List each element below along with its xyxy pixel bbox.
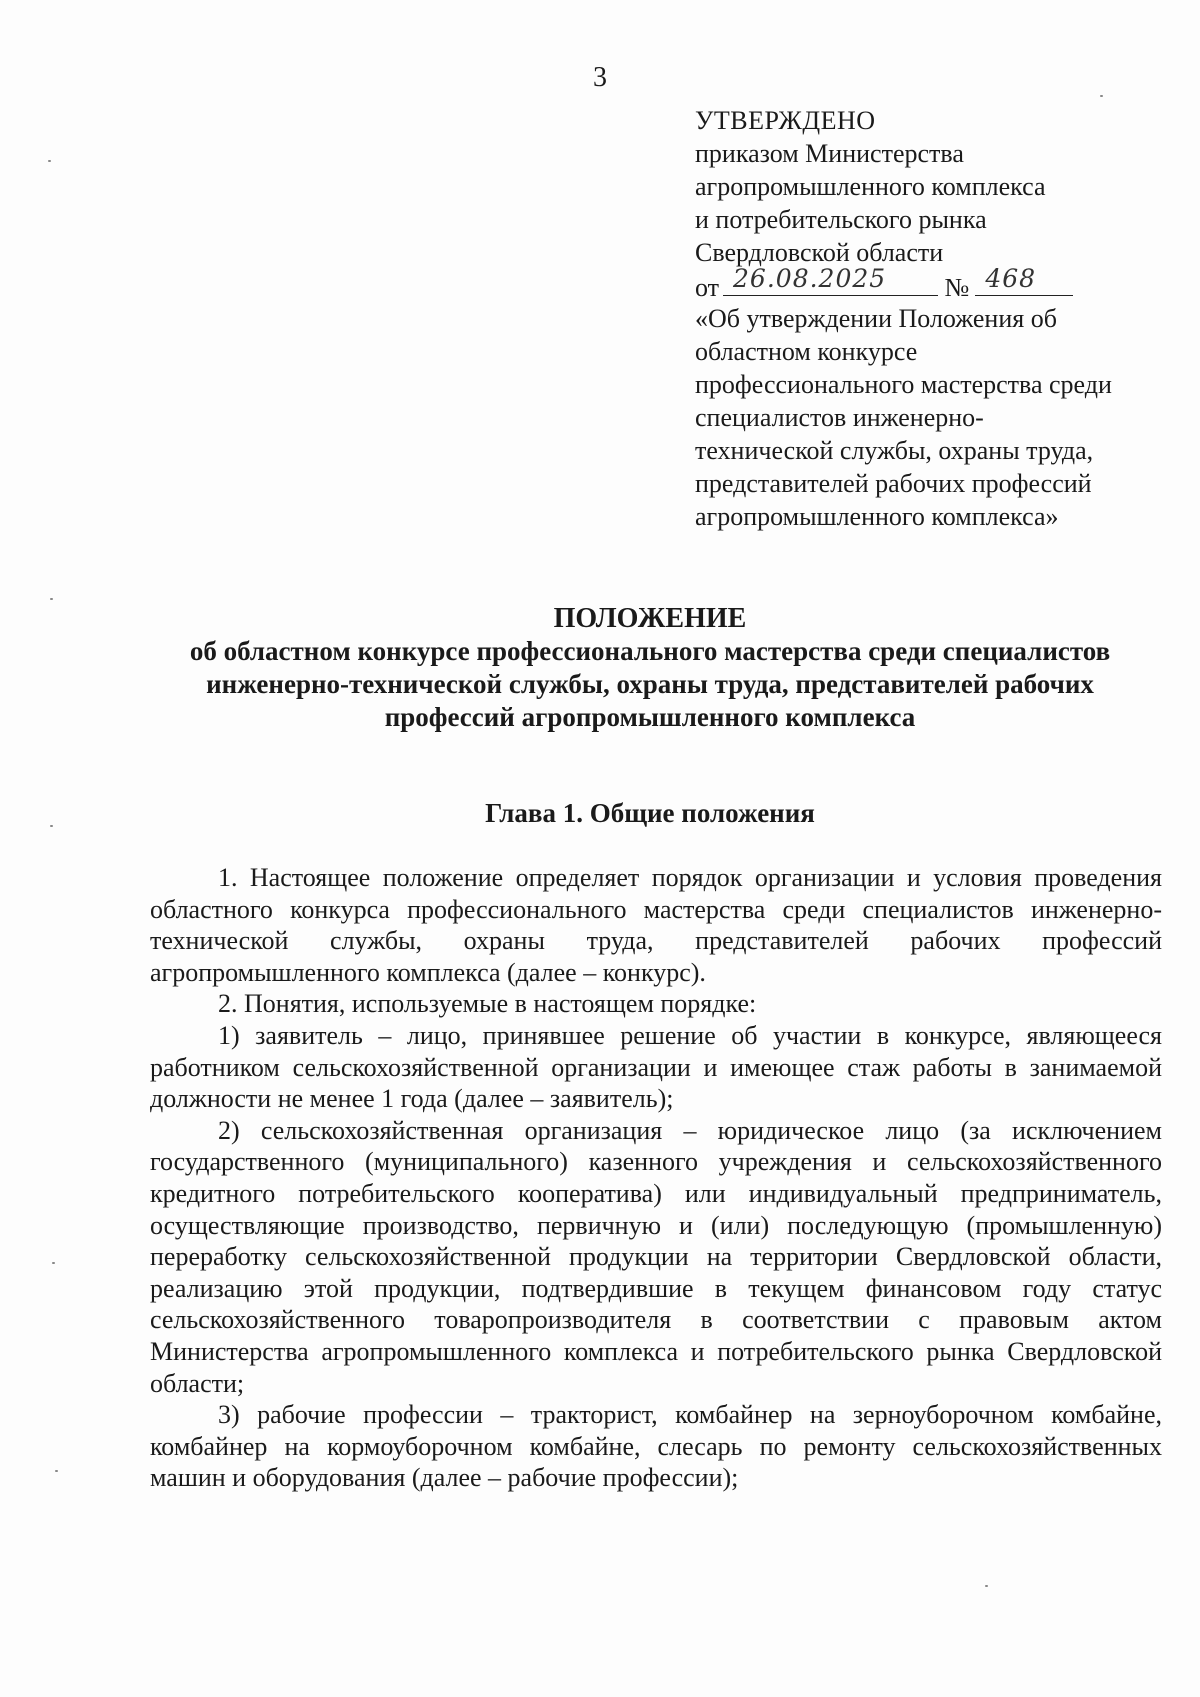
approval-line: и потребительского рынка (695, 205, 987, 234)
subject-line: агропромышленного комплекса» (695, 502, 1059, 531)
scan-speck (52, 1262, 55, 1264)
subject-line: технической службы, охраны труда, (695, 436, 1094, 465)
scan-speck (50, 598, 53, 600)
subject-line: областном конкурсе (695, 337, 918, 366)
page-number: 3 (593, 62, 607, 93)
document-title (140, 602, 1160, 734)
subject-line: профессионального мастерства среди (695, 370, 1112, 399)
scan-speck (55, 1470, 58, 1472)
scan-speck (48, 160, 51, 162)
paragraph: 2) сельскохозяйственная организация – юридическое лицо (за исключением государственного (муниципального) казенного учреждения и сельскохозяйственного кредитного потребительского кооператива) или индивидуальный предприниматель, осуществляющие производство, первичную и (или) последующую (промышленную) переработку сельскохозяйственной продукции на территории Свердловской области, реализацию этой продукции, подтвердившие в текущем финансовом году статус сельскохозяйственного товаропроизводителя в соответствии с правовым актом Министерства агропромышленного комплекса и потребительского рынка Свердловской области; (150, 1115, 1162, 1398)
paragraph: 1) заявитель – лицо, принявшее решение об участии в конкурсе, являющееся работником сельскохозяйственной организации и имеющее стаж работы в занимаемой должности не менее 1 года (далее – заявитель); (150, 1020, 1162, 1114)
handwritten-number: 468 (985, 264, 1037, 293)
scan-speck (1100, 95, 1103, 97)
chapter-title: Глава 1. Общие положения (485, 798, 815, 828)
date-prefix: от (695, 273, 720, 302)
title-subtitle-line: инженерно-технической службы, охраны труда, представителей рабочих (206, 669, 1094, 699)
scan-speck (50, 825, 53, 827)
title-main: ПОЛОЖЕНИЕ (553, 603, 747, 634)
subject-line: «Об утверждении Положения об (695, 304, 1057, 333)
subject-line: специалистов инженерно- (695, 403, 984, 432)
scan-speck (985, 1585, 988, 1587)
approval-block (695, 104, 1175, 533)
title-subtitle-line: профессий агропромышленного комплекса (384, 702, 916, 732)
approval-line: агропромышленного комплекса (695, 172, 1046, 201)
paragraph: 2. Понятия, используемые в настоящем порядке: (218, 989, 757, 1019)
approval-line: Свердловской области (695, 238, 944, 267)
date-blank (723, 264, 938, 296)
document-body (150, 862, 1162, 1494)
title-subtitle-line: об областном конкурсе профессионального мастерства среди специалистов (189, 636, 1111, 666)
handwritten-date: 26.08.2025 (733, 264, 887, 293)
number-blank (975, 264, 1073, 296)
approval-heading: УТВЕРЖДЕНО (695, 106, 876, 135)
date-number-row (695, 264, 1175, 302)
number-prefix: № (944, 273, 970, 302)
approval-line: приказом Министерства (695, 139, 964, 168)
paragraph: 1. Настоящее положение определяет порядок организации и условия проведения областного конкурса профессионального мастерства среди специалистов инженерно-технической службы, охраны труда, представителей рабочих профессий агропромышленного комплекса (далее – конкурс). (150, 863, 1162, 987)
subject-line: представителей рабочих профессий (695, 469, 1092, 498)
paragraph: 3) рабочие профессии – тракторист, комбайнер на зерноуборочном комбайне, комбайнер на кормоуборочном комбайне, слесарь по ремонту сельскохозяйственных машин и оборудования (далее – рабочие профессии); (150, 1400, 1162, 1493)
